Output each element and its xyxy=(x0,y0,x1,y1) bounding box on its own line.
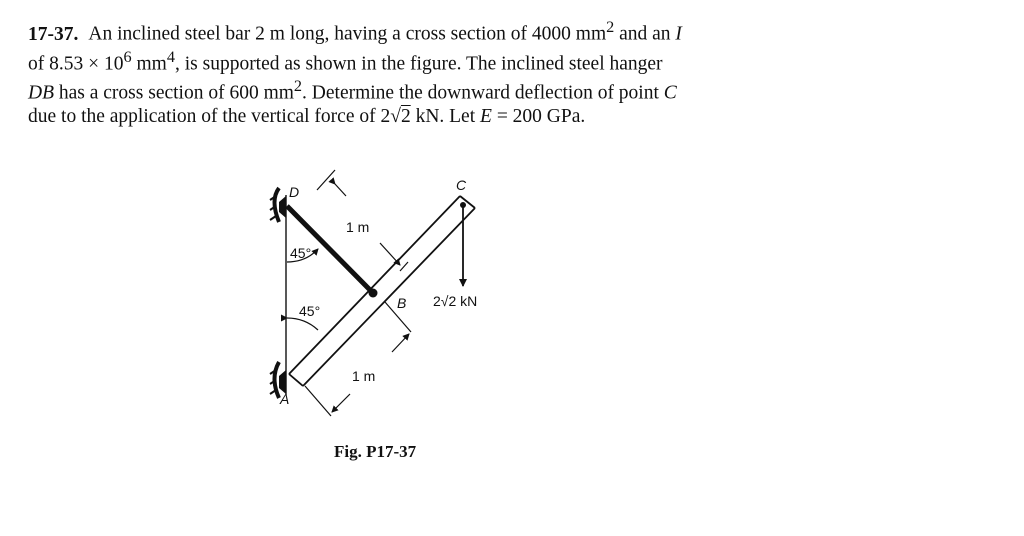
problem-line-2: of $8.53 \times 10^6$ $mm^4$, is supported as shown in the figure. The inclined steel hanger xyxy=(28,47,663,74)
problem-line-1: 17-37. An inclined steel bar 2 m long, having a cross section of 4000 $mm^2$ and an I xyxy=(28,18,682,45)
angle-bottom-label: 45° xyxy=(299,303,321,319)
pin-B xyxy=(369,289,378,298)
label-D: D xyxy=(289,184,300,200)
angle-top-label: 45° xyxy=(290,245,312,261)
inclined-bar-AC xyxy=(289,196,478,386)
figure-caption: Fig. P17-37 xyxy=(334,442,417,461)
label-C: C xyxy=(456,177,467,193)
problem-number: 17-37. xyxy=(28,23,79,45)
problem-line-4: due to the application of the vertical force of 2√2 kN. Let E = 200 GPa. xyxy=(28,105,586,127)
label-A: A xyxy=(280,391,290,407)
force-label: 2√2 kN xyxy=(433,293,478,309)
dimension-top-label: 1 m xyxy=(346,219,370,235)
problem-line-3: DB has a cross section of 600 $mm^2$. Determine the downward deflection of point C xyxy=(28,77,677,104)
label-B: B xyxy=(397,295,407,311)
wall-support-D xyxy=(270,188,286,222)
angle-arc-bottom xyxy=(287,318,318,330)
dimension-bottom-label: 1 m xyxy=(352,368,376,384)
dimension-bottom xyxy=(305,302,411,416)
